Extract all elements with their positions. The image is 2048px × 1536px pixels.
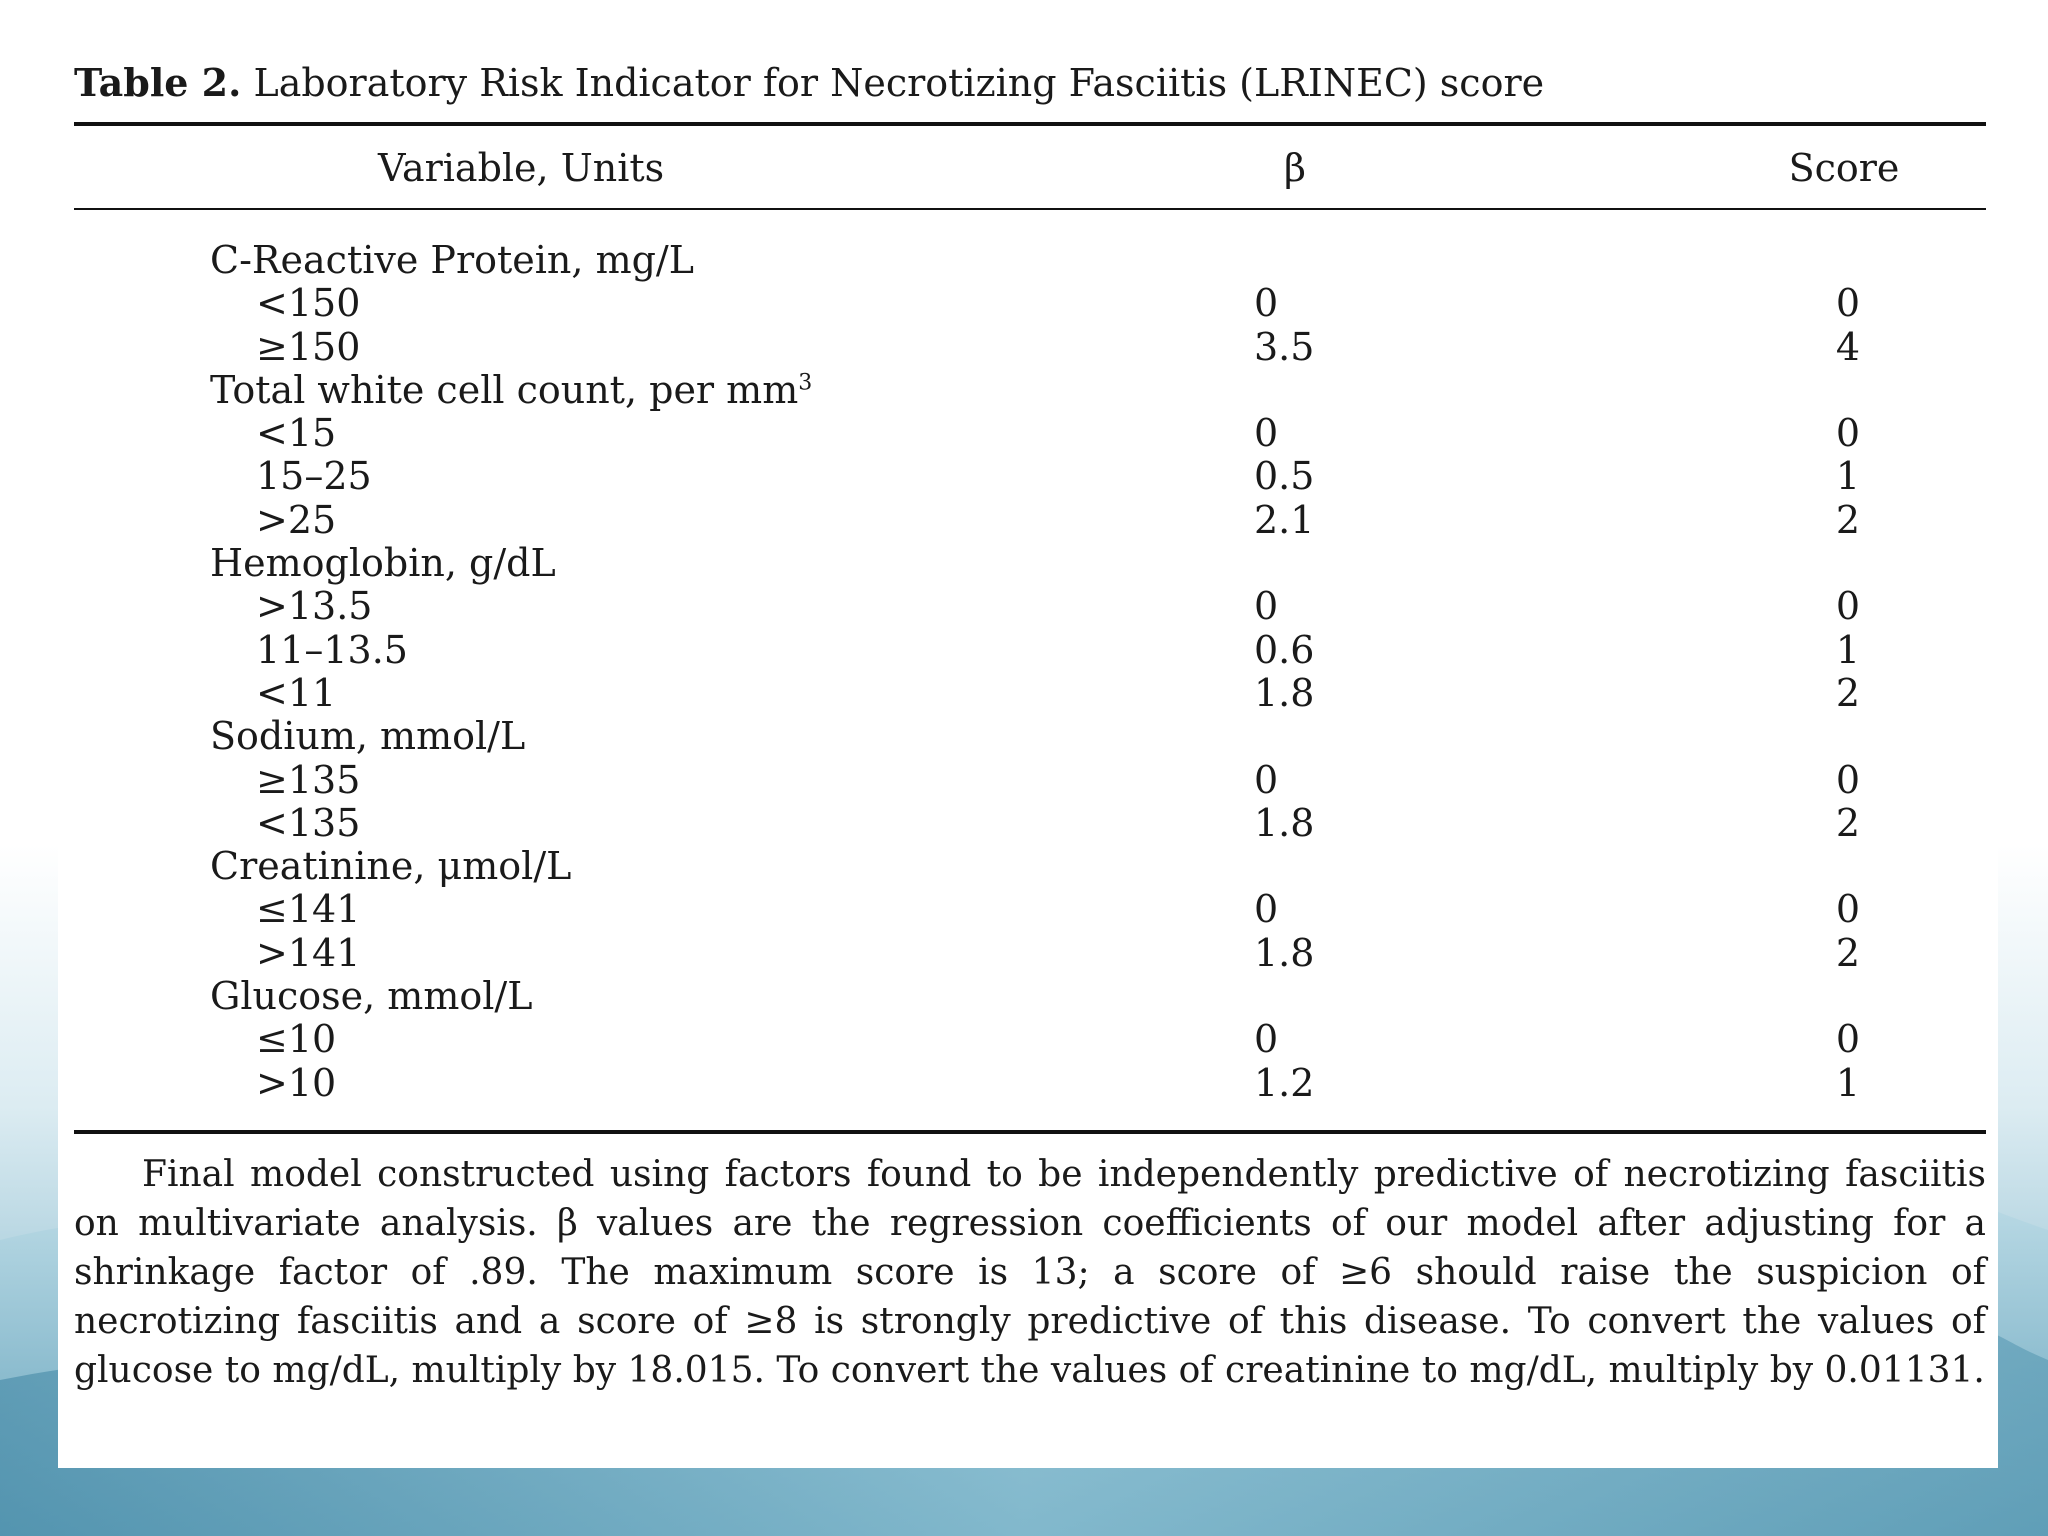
beta-cell: 3.5 — [1254, 324, 1315, 369]
group-label: Hemoglobin, g/dL — [210, 541, 556, 586]
range-cell: 15–25 — [256, 454, 372, 499]
range-cell: >25 — [256, 497, 337, 542]
table-row — [58, 325, 1998, 368]
group-label: Glucose, mmol/L — [210, 974, 533, 1019]
group-label: C-Reactive Protein, mg/L — [210, 238, 694, 282]
range-cell: >13.5 — [256, 584, 373, 629]
group-row-crp — [58, 238, 1998, 281]
range-cell: >10 — [256, 1060, 337, 1105]
table-row — [58, 887, 1998, 930]
table-document — [58, 50, 1998, 1468]
table-title — [74, 60, 1544, 105]
group-row-sodium — [58, 714, 1998, 757]
score-cell: 4 — [1835, 324, 1861, 369]
table-number: Table 2. — [74, 60, 242, 105]
group-row-creatinine — [58, 844, 1998, 887]
beta-cell: 0 — [1254, 411, 1279, 456]
beta-cell: 1.8 — [1254, 670, 1315, 715]
range-cell: 11–13.5 — [256, 627, 408, 672]
beta-cell: 0 — [1254, 757, 1279, 802]
table-row — [58, 411, 1998, 454]
score-cell: 0 — [1835, 757, 1861, 802]
beta-cell: 1.8 — [1254, 800, 1315, 845]
group-row-wbc — [58, 368, 1998, 411]
table-row — [58, 584, 1998, 627]
beta-cell: 0 — [1254, 887, 1279, 932]
score-cell: 2 — [1835, 670, 1861, 715]
group-row-glucose — [58, 974, 1998, 1017]
table-row — [58, 801, 1998, 844]
range-cell: <135 — [256, 800, 361, 845]
table-row — [58, 1061, 1998, 1104]
group-label: Creatinine, μmol/L — [210, 844, 572, 889]
range-cell: <15 — [256, 411, 337, 456]
score-cell: 0 — [1835, 281, 1861, 326]
score-cell: 1 — [1835, 454, 1861, 499]
range-cell: ≤141 — [256, 887, 361, 932]
score-cell: 2 — [1835, 930, 1861, 975]
range-cell: ≤10 — [256, 1017, 337, 1062]
range-cell: >141 — [256, 930, 361, 975]
superscript: 3 — [798, 370, 813, 396]
score-cell: 2 — [1835, 800, 1861, 845]
score-cell: 1 — [1835, 1060, 1861, 1105]
beta-cell: 0 — [1254, 1017, 1279, 1062]
score-cell: 0 — [1835, 1017, 1861, 1062]
header-beta: β — [1284, 146, 1306, 190]
range-cell: ≥150 — [256, 324, 361, 369]
table-body — [58, 238, 1998, 1104]
beta-cell: 0.6 — [1254, 627, 1315, 672]
table-row — [58, 1017, 1998, 1060]
table-row — [58, 931, 1998, 974]
table-row — [58, 498, 1998, 541]
beta-cell: 2.1 — [1254, 497, 1315, 542]
score-cell: 0 — [1835, 584, 1861, 629]
beta-cell: 0 — [1254, 584, 1279, 629]
score-cell: 0 — [1835, 887, 1861, 932]
header-rule — [74, 208, 1986, 210]
bottom-rule — [74, 1130, 1986, 1134]
footnote-text: Final model constructed using factors found to be independently predictive of necrotizing fasciitis on multivariate analysis. β values are the regression coefficients of our model after adjusting for a shrinkage factor of .89. The maximum score is 13; a score of ≥6 should raise the suspicion of necrotizing fasciitis and a score of ≥8 is strongly predictive of this disease. To convert the values of glucose to mg/dL, multiply by 18.015. To convert the values of creatinine to mg/dL, multiply by 0.01131. — [74, 1154, 1986, 1391]
group-label-text: Total white cell count, per mm — [210, 367, 799, 412]
group-label — [210, 368, 812, 412]
table-row — [58, 628, 1998, 671]
table-title-text: Laboratory Risk Indicator for Necrotizing Fasciitis (LRINEC) score — [253, 61, 1545, 105]
header-variable: Variable, Units — [378, 146, 665, 190]
top-rule — [74, 122, 1986, 126]
range-cell: <11 — [256, 670, 337, 715]
score-cell: 2 — [1835, 497, 1861, 542]
score-cell: 0 — [1835, 411, 1861, 456]
score-cell: 1 — [1835, 627, 1861, 672]
table-row — [58, 454, 1998, 497]
group-label: Sodium, mmol/L — [210, 714, 526, 759]
table-row — [58, 758, 1998, 801]
beta-cell: 0.5 — [1254, 454, 1315, 499]
range-cell: ≥135 — [256, 757, 361, 802]
table-row — [58, 671, 1998, 714]
beta-cell: 1.8 — [1254, 930, 1315, 975]
range-cell: <150 — [256, 281, 361, 326]
table-row — [58, 281, 1998, 324]
header-score: Score — [1788, 146, 1900, 190]
table-footnote — [74, 1150, 1986, 1395]
group-row-hemoglobin — [58, 541, 1998, 584]
beta-cell: 0 — [1254, 281, 1279, 326]
beta-cell: 1.2 — [1254, 1060, 1315, 1105]
